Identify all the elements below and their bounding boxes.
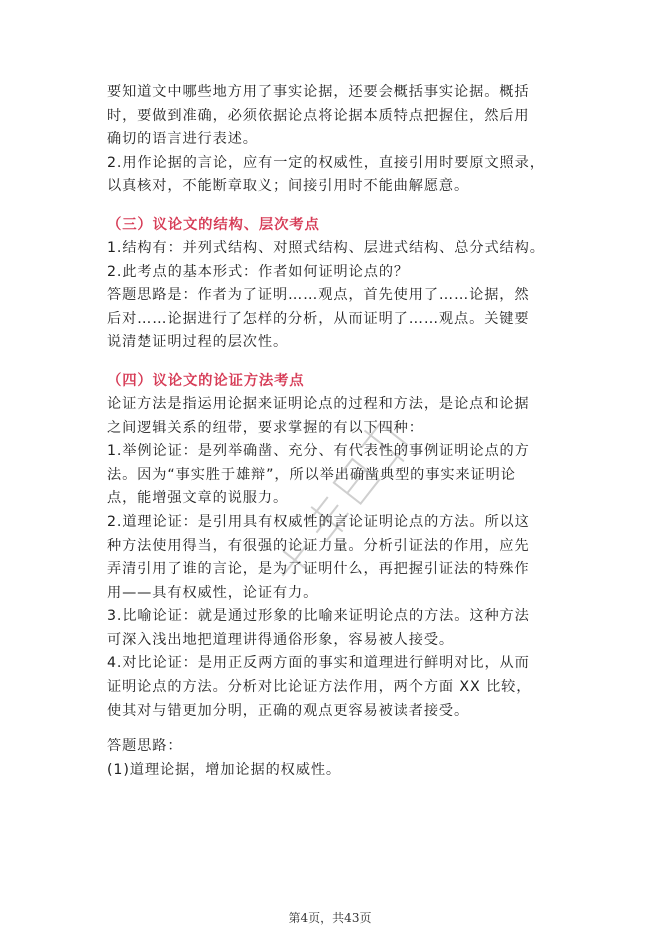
section-4-line-8: 弄清引用了谁的言论，是为了证明什么，再把握引证法的特殊作 — [107, 561, 530, 578]
section-4-line-10: 3.比喻论证：就是通过形象的比喻来证明论点的方法。这种方法 — [107, 608, 530, 625]
page-footer: 第4页，共43页 — [288, 911, 372, 925]
section-4-line-4: 法。因为“事实胜于雄辩”，所以举出确凿典型的事实来证明论 — [107, 466, 516, 483]
section-4-line-13: 证明论点的方法。分析对比论证方法作用，两个方面 XX 比较， — [107, 679, 532, 696]
section-4-line-3: 1.举例论证：是列举确凿、充分、有代表性的事例证明论点的方 — [107, 443, 530, 460]
section-3-line-1: 1.结构有：并列式结构、对照式结构、层进式结构、总分式结构。 — [107, 239, 545, 256]
section-4-line-9: 用——具有权威性，论证有力。 — [107, 584, 319, 601]
section-3-line-3: 答题思路是：作者为了证明……观点，首先使用了……论据，然 — [107, 287, 530, 304]
section-4-heading: （四）议论文的论证方法考点 — [107, 372, 305, 389]
document-body — [107, 81, 559, 782]
section-4-line-2: 之间逻辑关系的纽带，要求掌握的有以下四种： — [107, 419, 424, 436]
section-3-heading: （三）议论文的结构、层次考点 — [107, 216, 320, 233]
section-4-line-5: 点，能增强文章的说服力。 — [107, 490, 289, 507]
section-4-line-12: 4.对比论证：是用正反两方面的事实和道理进行鲜明对比，从而 — [107, 655, 530, 672]
section-4-line-7: 种方法使用得当，有很强的论证力量。分析引证法的作用，应先 — [107, 537, 530, 554]
section-4-line-6: 2.道理论证：是引用具有权威性的言论证明论点的方法。所以这 — [107, 513, 530, 530]
intro-line-5: 以真核对，不能断章取义；间接引用时不能曲解愿意。 — [107, 178, 470, 195]
answer-line-1: (1)道理论据，增加论据的权威性。 — [107, 761, 342, 778]
section-4-line-1: 论证方法是指运用论据来证明论点的过程和方法，是论点和论据 — [107, 395, 530, 412]
section-3-line-5: 说清楚证明过程的层次性。 — [107, 334, 289, 351]
intro-line-4: 2.用作论据的言论，应有一定的权威性，直接引用时要原文照录， — [107, 154, 545, 171]
intro-line-2: 时，要做到准确，必须依据论点将论据本质特点把握住，然后用 — [107, 107, 530, 124]
intro-line-3: 确切的语言进行表述。 — [107, 131, 258, 148]
answer-label: 答题思路： — [107, 738, 183, 755]
section-4-line-14: 使其对与错更加分明，正确的观点更容易被读者接受。 — [107, 702, 470, 719]
section-4-line-11: 可深入浅出地把道理讲得通俗形象，容易被人接受。 — [107, 631, 455, 648]
intro-line-1: 要知道文中哪些地方用了事实论据，还要会概括事实论据。概括 — [107, 84, 530, 100]
section-3-line-4: 后对……论据进行了怎样的分析，从而证明了……观点。关键要 — [107, 310, 530, 327]
section-3-line-2: 2.此考点的基本形式：作者如何证明论点的？ — [107, 263, 410, 280]
